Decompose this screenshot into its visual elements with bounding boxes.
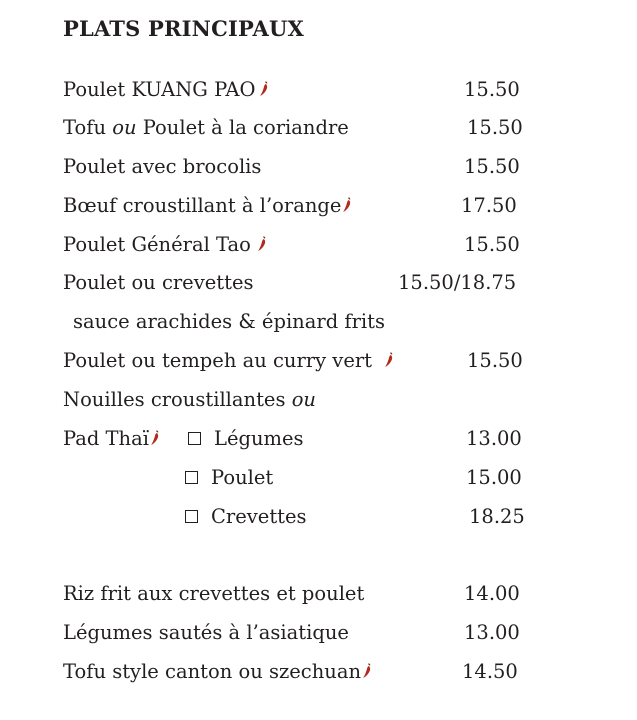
menu-item: [63, 78, 269, 102]
chili-pepper-icon: [150, 430, 160, 446]
item-name-part: Tofu: [63, 116, 113, 139]
item-name: Poulet ou crevettes: [63, 271, 254, 294]
item-name: Poulet Général Tao: [63, 233, 251, 256]
section-title: PLATS PRINCIPAUX: [63, 16, 304, 41]
option-row: [188, 427, 304, 451]
menu-item: [63, 388, 316, 412]
option-price: 15.00: [466, 466, 522, 489]
option-row: [185, 505, 307, 529]
menu-item: [63, 155, 261, 179]
item-price: 15.50: [467, 116, 523, 139]
item-price: 14.00: [464, 582, 520, 605]
menu-item: [63, 271, 254, 295]
menu-item: [63, 660, 372, 684]
option-row: [185, 466, 273, 490]
item-price: 15.50: [464, 78, 520, 101]
item-description: sauce arachides & épinard frits: [73, 310, 385, 333]
checkbox-icon[interactable]: [188, 432, 201, 445]
item-name-part: Nouilles croustillantes: [63, 388, 292, 411]
checkbox-icon[interactable]: [185, 471, 198, 484]
item-name: Tofu style canton ou szechuan: [63, 660, 362, 683]
item-name-italic: ou: [291, 388, 316, 411]
menu-item: [63, 621, 349, 645]
option-price: 13.00: [466, 427, 522, 450]
menu-item: [63, 116, 349, 140]
item-name: Bœuf croustillant à l’orange: [63, 194, 342, 217]
item-name: Poulet avec brocolis: [63, 155, 262, 178]
item-price: 15.50: [464, 155, 520, 178]
menu-item: [63, 427, 160, 451]
chili-pepper-icon: [384, 352, 394, 368]
item-price: 15.50: [464, 233, 520, 256]
menu-item: [63, 194, 352, 218]
item-price: 13.00: [464, 621, 520, 644]
chili-pepper-icon: [362, 663, 372, 679]
item-name: Riz frit aux crevettes et poulet: [63, 582, 365, 605]
chili-pepper-icon: [342, 197, 352, 213]
item-price: 14.50: [462, 660, 518, 683]
item-name-part: Poulet à la coriandre: [136, 116, 349, 139]
item-name: Poulet ou tempeh au curry vert: [63, 349, 373, 372]
option-label: Poulet: [211, 466, 274, 489]
item-price: 17.50: [461, 194, 517, 217]
item-price: 15.50/18.75: [398, 271, 517, 294]
item-name: Pad Thaï: [63, 427, 149, 450]
option-price: 18.25: [469, 505, 525, 528]
item-name: Poulet KUANG PAO: [63, 78, 256, 101]
item-name-italic: ou: [112, 116, 137, 139]
menu-item: [63, 582, 364, 606]
chili-pepper-icon: [259, 81, 269, 97]
checkbox-icon[interactable]: [185, 510, 198, 523]
option-label: Légumes: [214, 427, 304, 450]
option-label: Crevettes: [211, 505, 307, 528]
menu-item: [63, 349, 394, 373]
menu-item: [63, 233, 267, 257]
item-name: Légumes sautés à l’asiatique: [63, 621, 349, 644]
chili-pepper-icon: [257, 236, 267, 252]
item-price: 15.50: [467, 349, 523, 372]
